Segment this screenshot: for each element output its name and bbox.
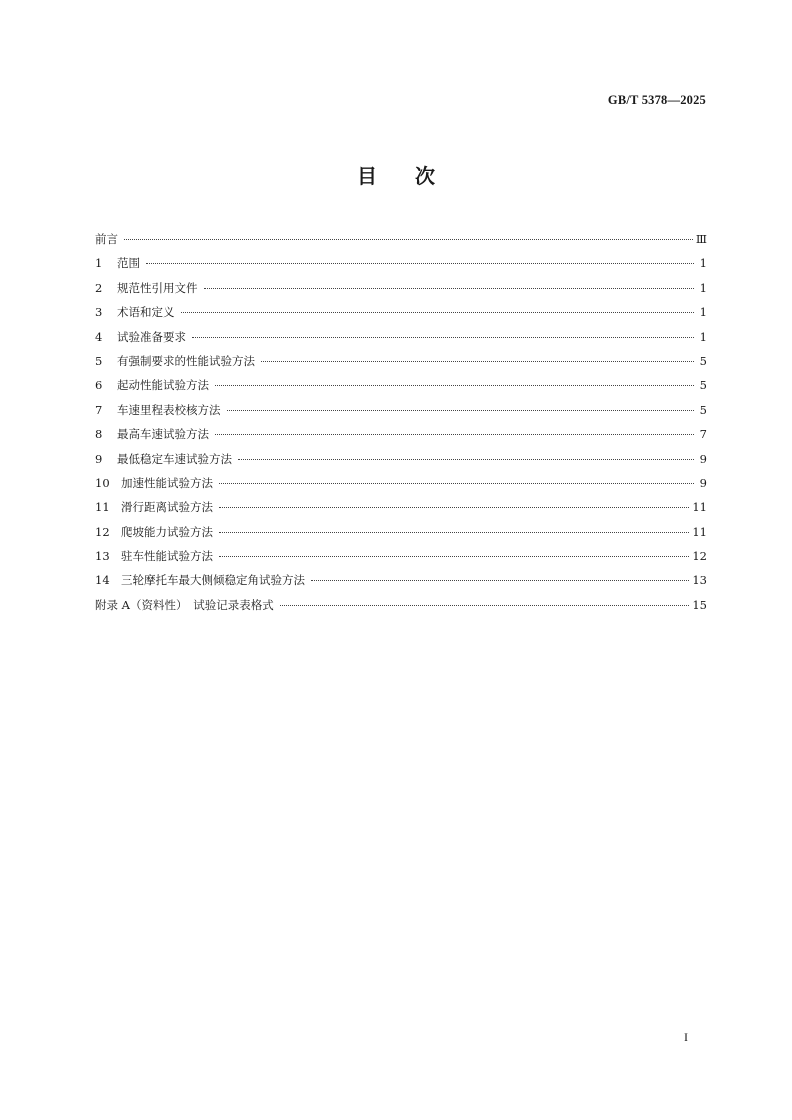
toc-entry-page: 5 bbox=[699, 353, 707, 368]
toc-entry-page: 7 bbox=[699, 427, 707, 442]
toc-leader bbox=[181, 312, 695, 313]
toc-entry-page: 1 bbox=[699, 305, 707, 320]
toc-leader bbox=[227, 410, 695, 411]
toc-entry-number: 13 bbox=[95, 549, 110, 564]
toc-entry-label: 爬坡能力试验方法 bbox=[121, 524, 213, 539]
toc-entry[interactable] bbox=[95, 251, 707, 275]
page-title bbox=[0, 160, 792, 189]
toc-entry[interactable] bbox=[95, 471, 707, 495]
toc-entry-label: 试验准备要求 bbox=[117, 329, 186, 344]
toc-entry[interactable] bbox=[95, 568, 707, 592]
toc-entry-number: 11 bbox=[95, 500, 110, 515]
toc-entry-label: 驻车性能试验方法 bbox=[121, 549, 213, 564]
toc-entry-label: 起动性能试验方法 bbox=[117, 378, 209, 393]
toc-entry-number: 3 bbox=[95, 305, 103, 320]
toc-leader bbox=[238, 459, 694, 460]
toc-entry[interactable] bbox=[95, 398, 707, 422]
toc-entry[interactable] bbox=[95, 276, 707, 300]
toc-leader bbox=[219, 483, 694, 484]
toc-entry-label: 加速性能试验方法 bbox=[121, 475, 213, 490]
toc-leader bbox=[146, 263, 694, 264]
toc-entry-label: 有强制要求的性能试验方法 bbox=[117, 353, 255, 368]
toc-leader bbox=[219, 507, 689, 508]
toc-entry-label: 最低稳定车速试验方法 bbox=[117, 451, 232, 466]
toc-leader bbox=[215, 385, 694, 386]
toc-entry-label: 规范性引用文件 bbox=[117, 280, 198, 295]
toc-entry[interactable] bbox=[95, 593, 707, 617]
toc-entry-label: 附录 A（资料性） 试验记录表格式 bbox=[95, 597, 274, 612]
toc-entry-page: 1 bbox=[699, 329, 707, 344]
toc-entry[interactable] bbox=[95, 373, 707, 397]
toc-entry[interactable] bbox=[95, 447, 707, 471]
toc-entry-label: 范围 bbox=[117, 256, 140, 271]
toc-entry-page: 9 bbox=[699, 475, 707, 490]
toc-entry-page: 11 bbox=[692, 500, 707, 515]
toc-entry[interactable] bbox=[95, 422, 707, 446]
toc-entry-page: 5 bbox=[699, 378, 707, 393]
toc-leader bbox=[215, 434, 694, 435]
toc-entry-label: 前言 bbox=[95, 232, 118, 246]
toc-entry-label: 滑行距离试验方法 bbox=[121, 500, 213, 515]
toc-entry-label: 最高车速试验方法 bbox=[117, 427, 209, 442]
page-number: I bbox=[684, 1030, 688, 1044]
toc-entry-number: 12 bbox=[95, 524, 110, 539]
toc-leader bbox=[124, 239, 693, 240]
toc-entry-page: 15 bbox=[692, 597, 707, 612]
title-part-2: 次 bbox=[415, 164, 435, 188]
toc-entry-number: 1 bbox=[95, 256, 103, 271]
toc-leader bbox=[261, 361, 694, 362]
toc-leader bbox=[311, 580, 689, 581]
toc-entry-page: 11 bbox=[692, 524, 707, 539]
toc-entry-number: 7 bbox=[95, 402, 103, 417]
toc-entry-number: 6 bbox=[95, 378, 103, 393]
toc-entry-number: 9 bbox=[95, 451, 103, 466]
toc-entry[interactable] bbox=[95, 495, 707, 519]
toc-entry-page: 13 bbox=[692, 573, 707, 588]
toc-entry-number: 4 bbox=[95, 329, 103, 344]
toc-entry-label: 车速里程表校核方法 bbox=[117, 402, 221, 417]
toc-leader bbox=[192, 337, 694, 338]
toc-entry-number: 8 bbox=[95, 427, 103, 442]
title-part-1: 目 bbox=[357, 164, 377, 188]
table-of-contents bbox=[95, 227, 707, 617]
toc-entry-page: 5 bbox=[699, 402, 707, 417]
toc-entry[interactable] bbox=[95, 520, 707, 544]
toc-entry[interactable] bbox=[95, 544, 707, 568]
toc-entry-label: 术语和定义 bbox=[117, 305, 175, 320]
toc-entry-number: 10 bbox=[95, 475, 110, 490]
toc-entry[interactable] bbox=[95, 227, 707, 251]
toc-entry-page: Ⅲ bbox=[695, 232, 707, 246]
toc-leader bbox=[204, 288, 695, 289]
toc-entry[interactable] bbox=[95, 325, 707, 349]
toc-entry-page: 1 bbox=[699, 256, 707, 271]
toc-entry-page: 9 bbox=[699, 451, 707, 466]
toc-entry[interactable] bbox=[95, 349, 707, 373]
toc-entry-page: 12 bbox=[692, 549, 707, 564]
toc-entry-number: 5 bbox=[95, 353, 103, 368]
toc-leader bbox=[280, 605, 690, 606]
toc-entry-page: 1 bbox=[699, 280, 707, 295]
toc-leader bbox=[219, 532, 689, 533]
toc-entry-number: 14 bbox=[95, 573, 110, 588]
standard-code: GB/T 5378—2025 bbox=[607, 93, 706, 107]
toc-entry[interactable] bbox=[95, 300, 707, 324]
toc-leader bbox=[219, 556, 689, 557]
toc-entry-number: 2 bbox=[95, 280, 103, 295]
toc-entry-label: 三轮摩托车最大侧倾稳定角试验方法 bbox=[121, 573, 305, 588]
